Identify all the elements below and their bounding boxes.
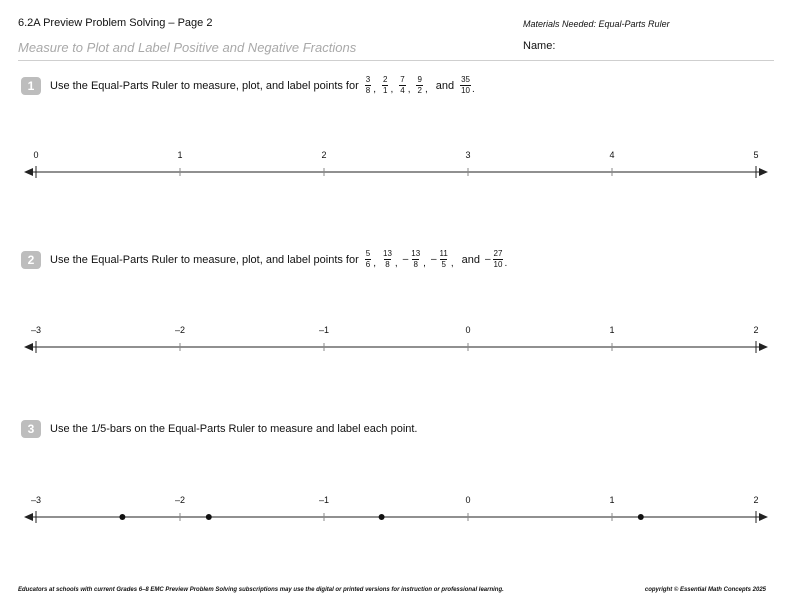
fraction bbox=[381, 250, 401, 269]
tick-label: –1 bbox=[318, 325, 330, 335]
tick-label: 3 bbox=[465, 150, 471, 160]
right-arrow-icon bbox=[759, 513, 768, 521]
numerator: 3 bbox=[365, 75, 371, 84]
tick-label: 2 bbox=[753, 495, 759, 505]
right-arrow-icon bbox=[759, 168, 768, 176]
fraction-stack bbox=[382, 250, 393, 269]
tick-label: 1 bbox=[177, 150, 183, 160]
tick-label: 0 bbox=[465, 325, 471, 335]
tick-label: 5 bbox=[753, 150, 759, 160]
problem-2-fractions bbox=[363, 250, 508, 269]
separator: , bbox=[424, 84, 428, 95]
tick-label: 0 bbox=[33, 150, 39, 160]
fraction-stack bbox=[460, 76, 471, 95]
separator: , bbox=[407, 84, 411, 95]
number-line-svg bbox=[20, 493, 772, 533]
denominator: 1 bbox=[383, 86, 388, 95]
denominator: 6 bbox=[365, 260, 371, 269]
separator: , bbox=[450, 258, 454, 269]
number-line-2 bbox=[20, 323, 772, 363]
problem-number-badge: 3 bbox=[21, 420, 41, 438]
denominator: 8 bbox=[385, 260, 390, 269]
problem-1-fractions bbox=[363, 76, 476, 95]
plotted-point bbox=[119, 514, 125, 520]
separator: , bbox=[390, 84, 394, 95]
tick-label: 0 bbox=[465, 495, 471, 505]
negative-sign: – bbox=[430, 254, 437, 265]
plotted-point bbox=[379, 514, 385, 520]
problem-number-badge: 1 bbox=[21, 77, 41, 95]
negative-sign: – bbox=[484, 254, 491, 265]
denominator: 5 bbox=[441, 260, 446, 269]
fraction-stack bbox=[416, 76, 422, 95]
tick-label: 2 bbox=[321, 150, 327, 160]
number-line-3 bbox=[20, 493, 772, 533]
denominator: 8 bbox=[365, 86, 371, 95]
footer-copyright: copyright © Essential Math Concepts 2025 bbox=[644, 587, 766, 593]
fraction-stack bbox=[493, 250, 504, 269]
problem-1-prompt bbox=[21, 76, 476, 95]
fraction-stack bbox=[365, 250, 371, 269]
plotted-point bbox=[206, 514, 212, 520]
separator: , bbox=[373, 258, 377, 269]
number-line-1 bbox=[20, 148, 772, 188]
numerator: 2 bbox=[383, 75, 388, 84]
left-arrow-icon bbox=[24, 343, 33, 351]
left-arrow-icon bbox=[24, 168, 33, 176]
problem-2-text: Use the Equal-Parts Ruler to measure, plot, and label points for bbox=[50, 253, 359, 266]
numerator: 35 bbox=[461, 75, 470, 84]
number-line-svg bbox=[20, 323, 772, 363]
footer-notice: Educators at schools with current Grades 6–8 EMC Preview Problem Solving subscriptions may use the digital or printed versions for instruction or professional learning. bbox=[18, 587, 504, 593]
separator: . bbox=[471, 84, 475, 95]
fraction-stack bbox=[382, 76, 388, 95]
fraction bbox=[398, 76, 413, 95]
denominator: 2 bbox=[417, 86, 422, 95]
worksheet-title: 6.2A Preview Problem Solving – Page 2 bbox=[18, 17, 213, 29]
number-line-svg bbox=[20, 148, 772, 188]
fraction-stack bbox=[365, 76, 371, 95]
tick-label: –2 bbox=[174, 325, 186, 335]
tick-label: –2 bbox=[174, 495, 186, 505]
numerator: 13 bbox=[411, 249, 421, 258]
problem-3-text: Use the 1/5-bars on the Equal-Parts Ruler to measure and label each point. bbox=[50, 423, 418, 435]
tick-label: –1 bbox=[318, 495, 330, 505]
separator: . bbox=[504, 258, 508, 269]
problem-3-prompt bbox=[21, 420, 422, 438]
right-arrow-icon bbox=[759, 343, 768, 351]
separator: , bbox=[423, 258, 426, 269]
problem-number-badge: 2 bbox=[21, 251, 41, 269]
name-label: Name: bbox=[523, 40, 556, 52]
numerator: 5 bbox=[365, 249, 371, 258]
plotted-point bbox=[638, 514, 644, 520]
problem-2-prompt bbox=[21, 250, 508, 269]
numerator: 7 bbox=[400, 75, 405, 84]
denominator: 10 bbox=[461, 86, 470, 95]
denominator: 10 bbox=[493, 260, 503, 269]
fraction bbox=[403, 250, 429, 269]
numerator: 27 bbox=[493, 249, 503, 258]
fraction bbox=[364, 76, 379, 95]
conjunction-and: and bbox=[461, 253, 480, 266]
tick-label: 2 bbox=[753, 325, 759, 335]
separator: , bbox=[373, 84, 377, 95]
worksheet-subtitle: Measure to Plot and Label Positive and Negative Fractions bbox=[18, 40, 357, 55]
problem-1-text: Use the Equal-Parts Ruler to measure, plot, and label points for bbox=[50, 79, 359, 92]
fraction bbox=[415, 76, 430, 95]
conjunction-and: and bbox=[435, 79, 455, 92]
fraction bbox=[459, 76, 475, 95]
tick-label: 1 bbox=[609, 495, 615, 505]
tick-label: 1 bbox=[609, 325, 615, 335]
tick-label: 4 bbox=[609, 150, 615, 160]
tick-label: –3 bbox=[30, 325, 42, 335]
separator: , bbox=[394, 258, 398, 269]
numerator: 9 bbox=[417, 75, 422, 84]
denominator: 8 bbox=[413, 260, 418, 269]
materials-needed: Materials Needed: Equal-Parts Ruler bbox=[523, 19, 670, 29]
numerator: 13 bbox=[383, 249, 392, 258]
fraction-stack bbox=[439, 250, 449, 269]
left-arrow-icon bbox=[24, 513, 33, 521]
tick-label: –3 bbox=[30, 495, 42, 505]
fraction bbox=[485, 250, 507, 269]
denominator: 4 bbox=[400, 86, 405, 95]
fraction bbox=[364, 250, 379, 269]
fraction bbox=[381, 76, 396, 95]
header-divider bbox=[18, 60, 774, 61]
fraction-stack bbox=[399, 76, 405, 95]
negative-sign: – bbox=[402, 254, 409, 265]
fraction-stack bbox=[410, 250, 421, 269]
numerator: 11 bbox=[439, 249, 448, 258]
fraction bbox=[431, 250, 457, 269]
